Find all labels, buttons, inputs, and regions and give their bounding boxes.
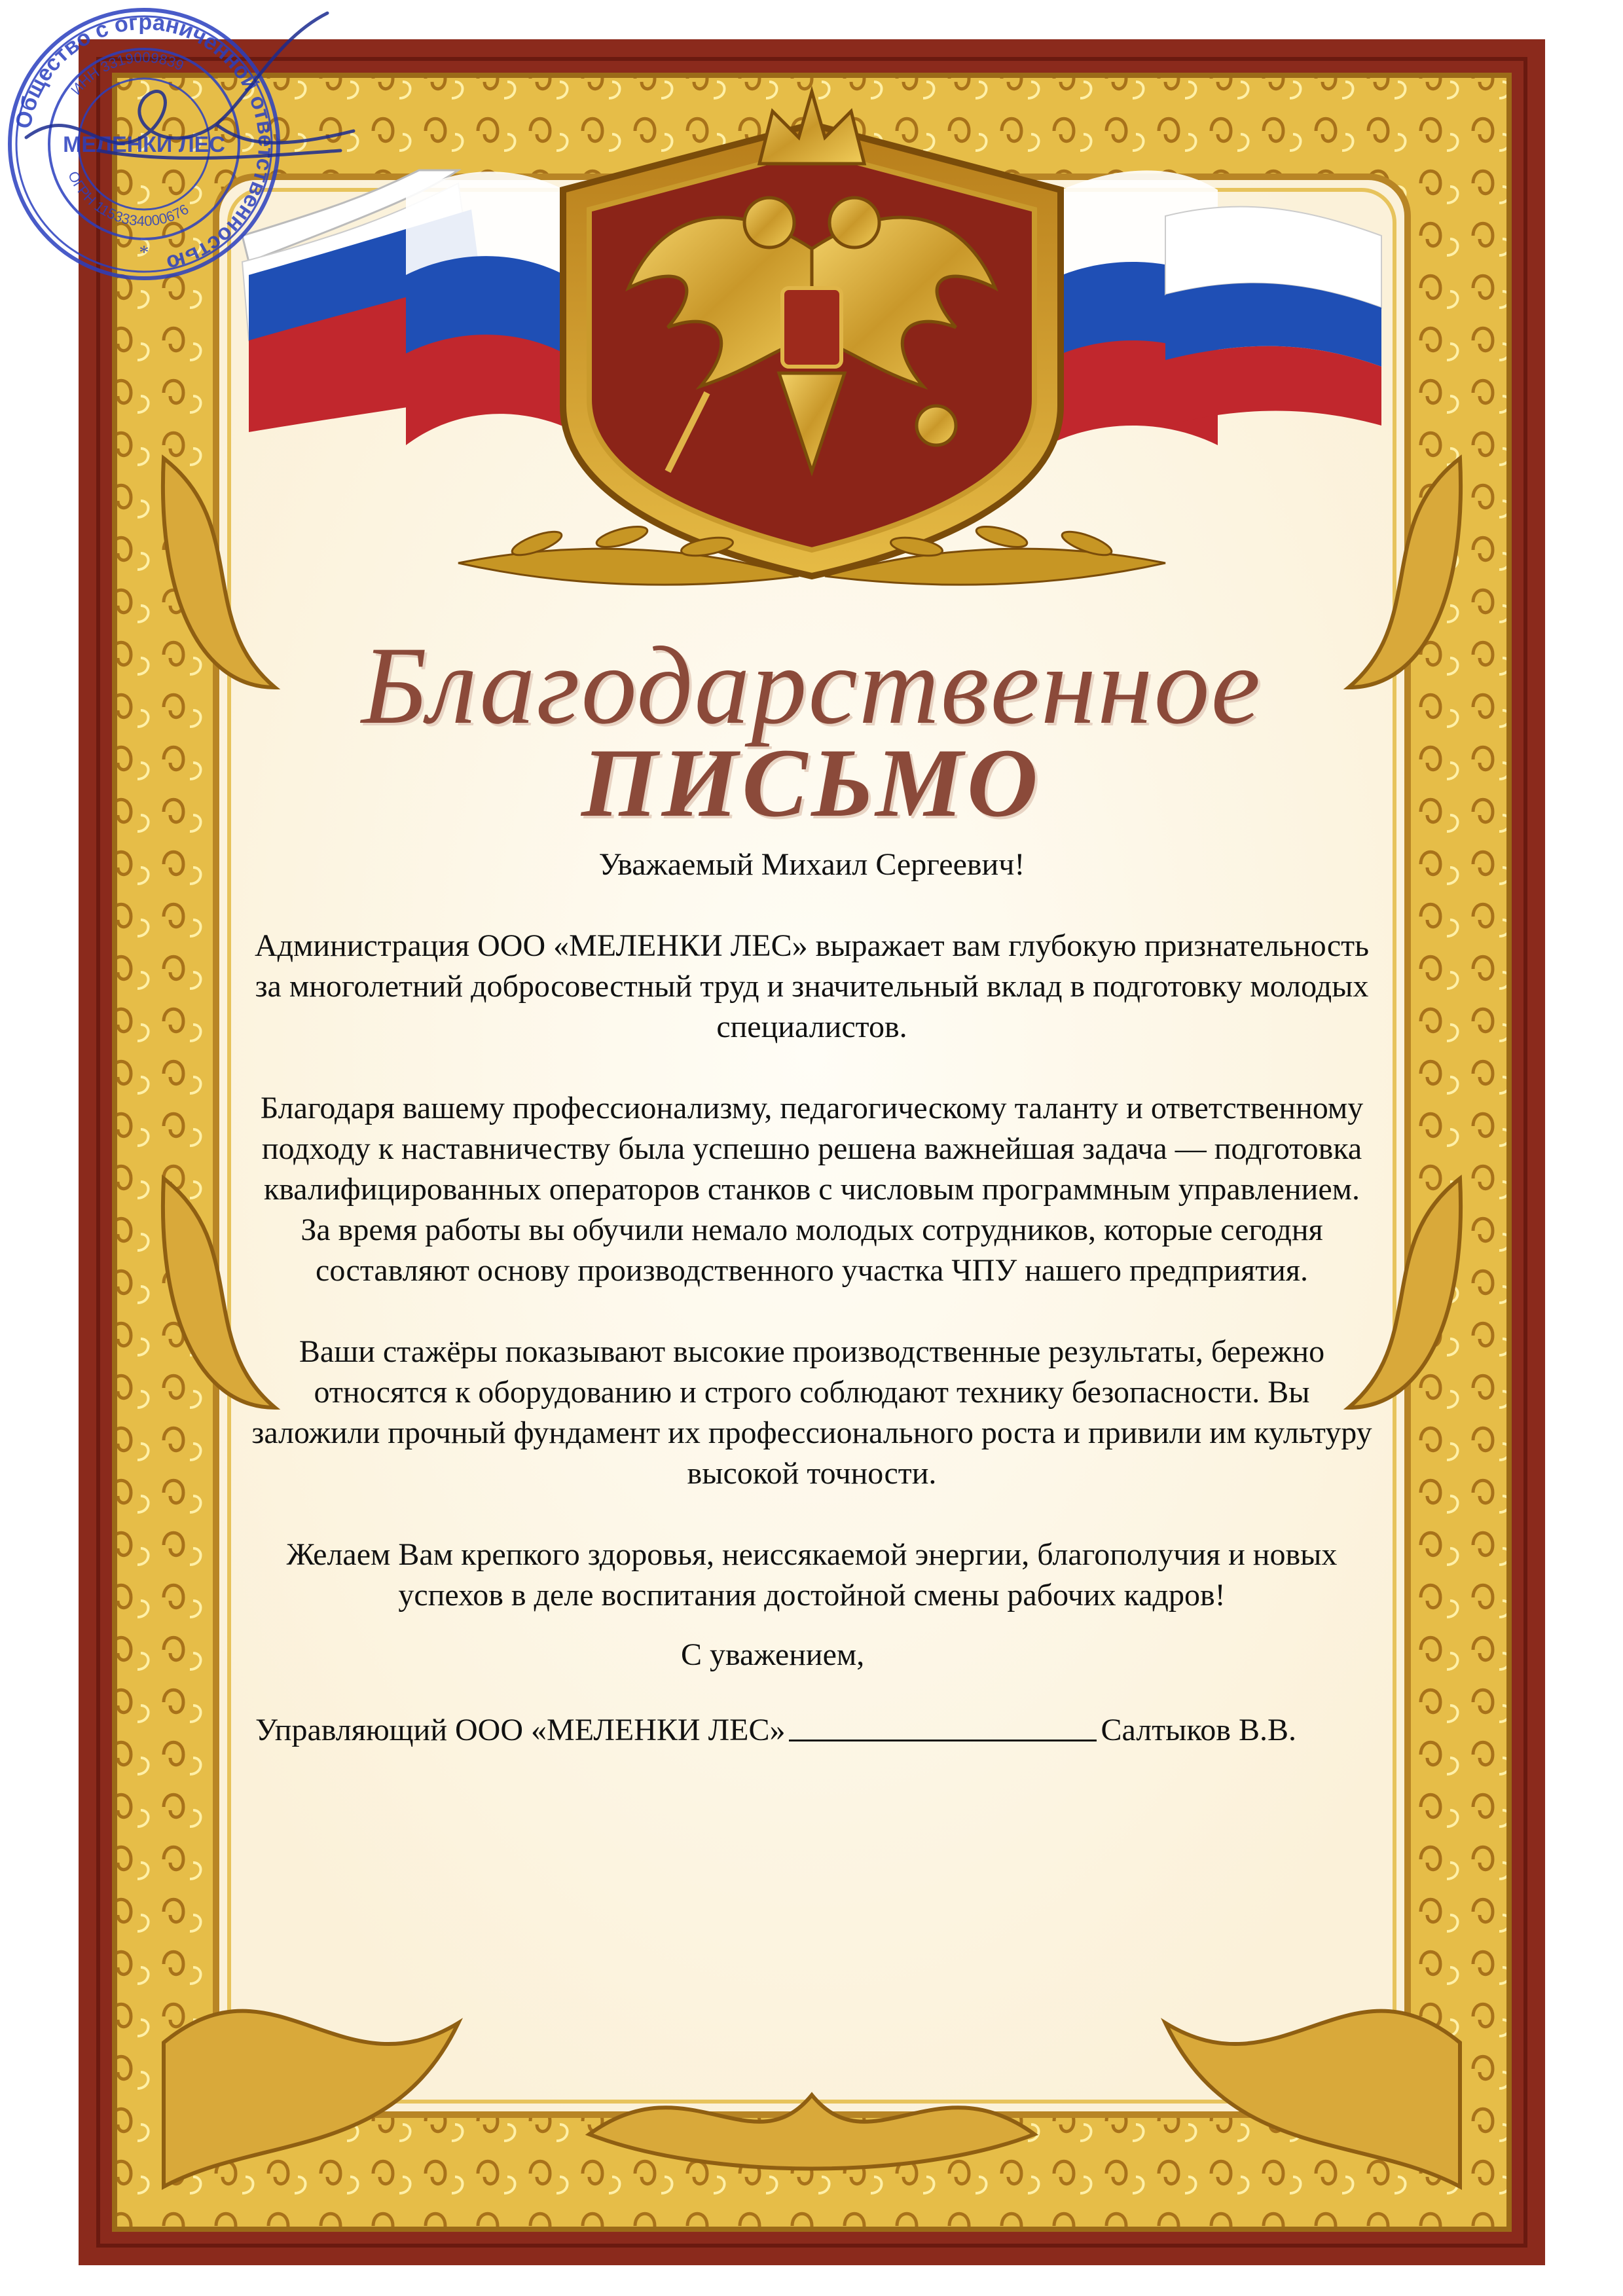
paragraph: Администрация ООО «МЕЛЕНКИ ЛЕС» выражает вам глубокую признательность за многолетний добросовестный труд и значительный вклад в подготовку молодых специалистов.: [254, 928, 1370, 1044]
greeting: Уважаемый Михаил Сергеевич!: [598, 847, 1025, 882]
stamp-star: *: [139, 242, 149, 263]
paragraph: Желаем Вам крепкого здоровья, неиссякаемой энергии, благополучия и новых успехов в деле воспитания достойной смены рабочих кадров!: [286, 1537, 1338, 1613]
paragraph: Благодаря вашему профессионализму, педагогическому таланту и ответственному подходу к наставничеству была успешно решена важнейшая задача — подготовка квалифицированных операторов станков с числовым программным управлением. За время работы вы обучили немало молодых сотрудников, которые сегодня составляют основу производственного участка ЧПУ нашего предприятия.: [260, 1091, 1364, 1288]
stamp-center-text: МЕЛЕНКИ ЛЕС: [63, 132, 225, 157]
handwritten-signature: [0, 0, 367, 196]
title-line2: ПИСЬМО: [581, 729, 1042, 837]
signer-name: Салтыков В.В.: [1101, 1713, 1296, 1747]
signature-rule: [789, 1740, 1097, 1741]
stamp-ogrn: ОГРН 1153334000676: [64, 168, 192, 230]
closing: С уважением,: [681, 1637, 865, 1672]
stamp-inn: ИНН 3319009839: [67, 48, 187, 98]
stamp-outer-text: Общество с ограниченной ответственностью: [10, 9, 279, 276]
paragraph: Ваши стажёры показывают высокие производственные результаты, бережно относятся к оборудованию и строго соблюдают технику безопасности. Вы заложили прочный фундамент их профессионального роста и привили им культуру высокой точности.: [251, 1334, 1372, 1491]
title-line1: Благодарственное: [361, 624, 1262, 747]
signature-line: [255, 1712, 1329, 1748]
letter-body: [249, 845, 1375, 1656]
signer-position: Управляющий ООО «МЕЛЕНКИ ЛЕС»: [255, 1713, 786, 1747]
